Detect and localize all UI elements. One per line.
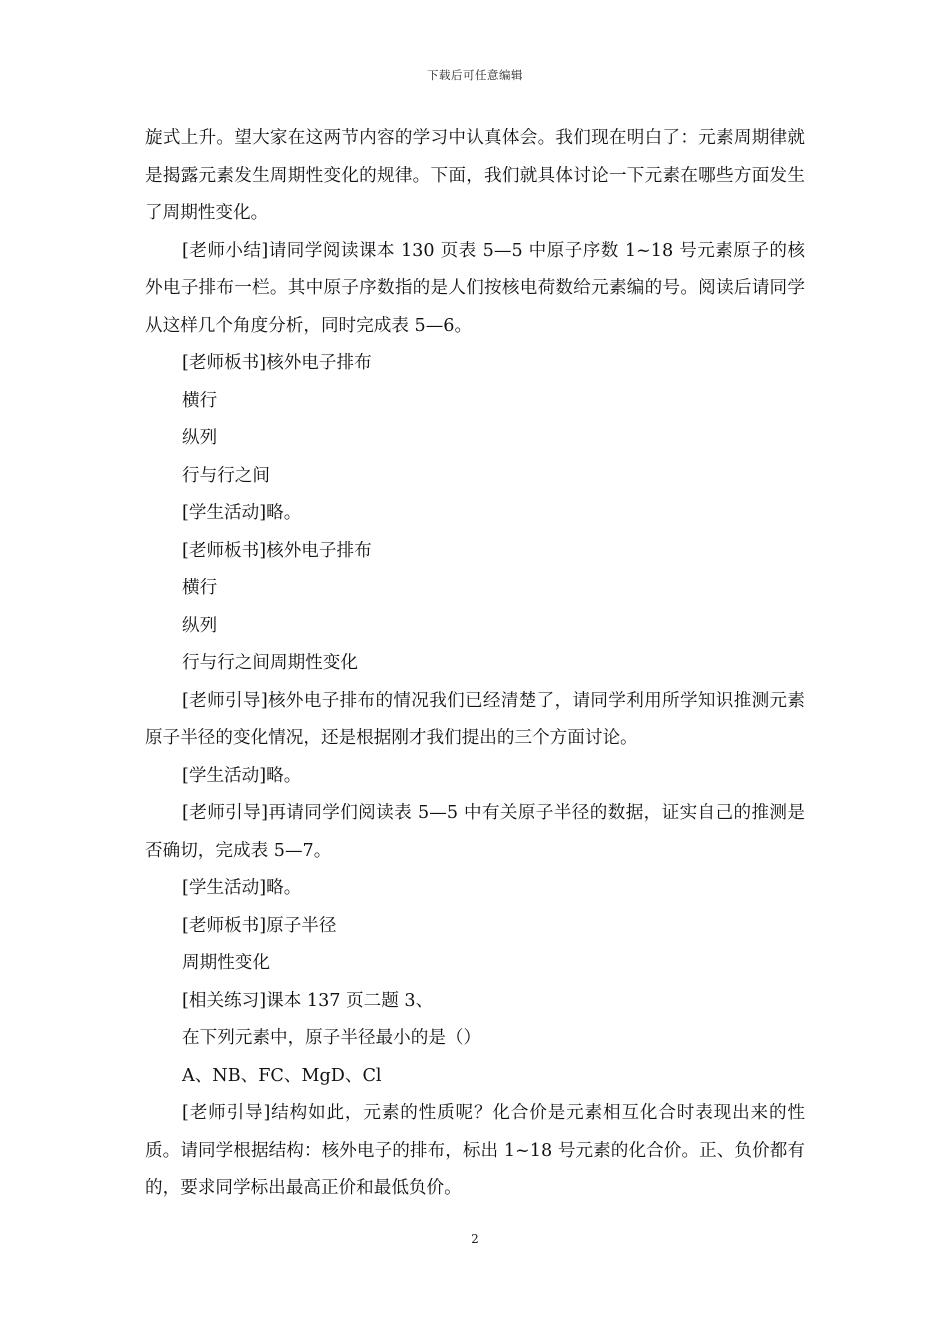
paragraph: [学生活动]略。	[182, 503, 302, 523]
page-header: 下载后可任意编辑	[427, 68, 523, 82]
paragraph: 行与行之间周期性变化	[182, 653, 358, 673]
paragraph: 行与行之间	[182, 465, 270, 486]
paragraph: 纵列	[182, 615, 218, 636]
paragraph: [老师板书]原子半径	[182, 915, 337, 936]
paragraph: [老师小结]请同学阅读课本 130 页表 5—5 中原子序数 1~18 号元素原子的核外电子排布一栏。其中原子序数指的是人们按核电荷数给元素编的号。阅读后请同学从这样几个角度分析，同时完成表 5—6。	[145, 240, 805, 336]
paragraph: 周期性变化	[182, 953, 270, 973]
paragraph: 横行	[182, 390, 218, 411]
paragraph: [老师板书]核外电子排布	[182, 353, 372, 373]
paragraph: 在下列元素中，原子半径最小的是（）	[182, 1028, 482, 1048]
paragraph: [老师引导]核外电子排布的情况我们已经清楚了，请同学利用所学知识推测元素原子半径的变化情况，还是根据刚才我们提出的三个方面讨论。	[145, 690, 805, 748]
paragraph: 横行	[182, 578, 218, 598]
paragraph: [学生活动]略。	[182, 878, 302, 898]
page-number: 2	[471, 1232, 479, 1246]
paragraph: 纵列	[182, 428, 218, 448]
paragraph: 旋式上升。望大家在这两节内容的学习中认真体会。我们现在明白了：元素周期律就是揭露元素发生周期性变化的规律。下面，我们就具体讨论一下元素在哪些方面发生了周期性变化。	[145, 128, 805, 223]
document-body	[145, 120, 805, 1208]
paragraph: [相关练习]课本 137 页二题 3、	[182, 990, 434, 1011]
paragraph: [老师引导]结构如此，元素的性质呢？化合价是元素相互化合时表现出来的性质。请同学根据结构：核外电子的排布，标出 1~18 号元素的化合价。正、负价都有的，要求同学标出最高正价和最低负价。	[145, 1103, 805, 1198]
paragraph: A、NB、FC、MgD、Cl	[182, 1065, 382, 1086]
paragraph: [老师板书]核外电子排布	[182, 540, 372, 561]
paragraph: [老师引导]再请同学们阅读表 5—5 中有关原子半径的数据，证实自己的推测是否确切，完成表 5—7。	[145, 803, 805, 861]
paragraph: [学生活动]略。	[182, 765, 302, 786]
